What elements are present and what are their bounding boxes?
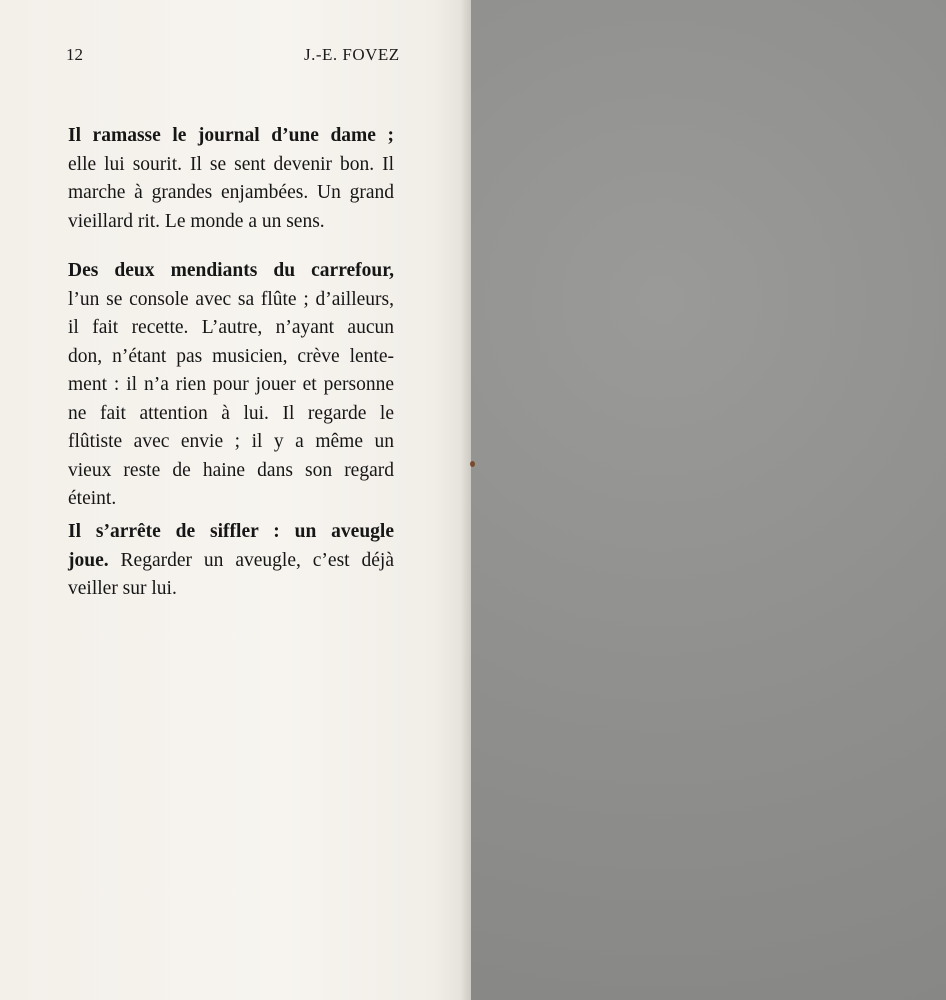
gutter-shadow: [460, 0, 471, 1000]
book-page: [0, 0, 471, 1000]
paragraph-2: [68, 257, 394, 514]
text-line: [68, 286, 394, 315]
text-line: [68, 547, 394, 576]
text-line: [68, 151, 394, 180]
text-line: [68, 518, 394, 547]
line-text: vieillard rit. Le monde a un sens.: [68, 210, 325, 232]
paragraph-1: [68, 122, 394, 236]
facing-cover: [471, 0, 946, 1000]
line-text: éteint.: [68, 488, 117, 509]
line-text: veiller sur lui.: [68, 578, 177, 599]
text-line: [68, 343, 394, 372]
text-line: [68, 208, 394, 237]
bold-lead-in: Il ramasse le journal d’une dame ;: [68, 125, 394, 146]
line-text: vieux reste de haine dans son regard: [68, 459, 394, 481]
text-line: [68, 457, 394, 486]
line-text: Regarder un aveugle, c’est déjà: [108, 549, 394, 571]
bold-lead-in: joue.: [68, 549, 109, 571]
text-line: [68, 314, 394, 343]
text-line: [68, 257, 394, 286]
line-text: don, n’étant pas musicien, crève lente-: [68, 345, 394, 367]
line-text: il fait recette. L’autre, n’ayant aucun: [68, 317, 394, 338]
text-line: [68, 428, 394, 457]
line-text: l’un se console avec sa flûte ; d’ailleurs,: [68, 288, 394, 310]
page-number: 12: [66, 45, 83, 64]
line-text: ne fait attention à lui. Il regarde le: [68, 402, 394, 424]
text-line: [68, 575, 394, 604]
text-line: [68, 371, 394, 400]
line-text: flûtiste avec envie ; il y a même un: [68, 431, 394, 452]
text-line: [68, 400, 394, 429]
paper-stain: [470, 461, 475, 467]
bold-lead-in: Il s’arrête de siffler : un aveugle: [68, 521, 394, 542]
line-text: ment : il n’a rien pour jouer et personne: [68, 374, 394, 395]
bold-lead-in: Des deux mendiants du carrefour,: [68, 260, 394, 281]
text-line: [68, 485, 394, 514]
line-text: marche à grandes enjambées. Un grand: [68, 182, 394, 203]
line-text: elle lui sourit. Il se sent devenir bon. Il: [68, 153, 394, 175]
text-line: [68, 122, 394, 151]
text-line: [68, 179, 394, 208]
running-head: J.-E. FOVEZ: [304, 45, 400, 64]
paragraph-3: [68, 518, 394, 604]
